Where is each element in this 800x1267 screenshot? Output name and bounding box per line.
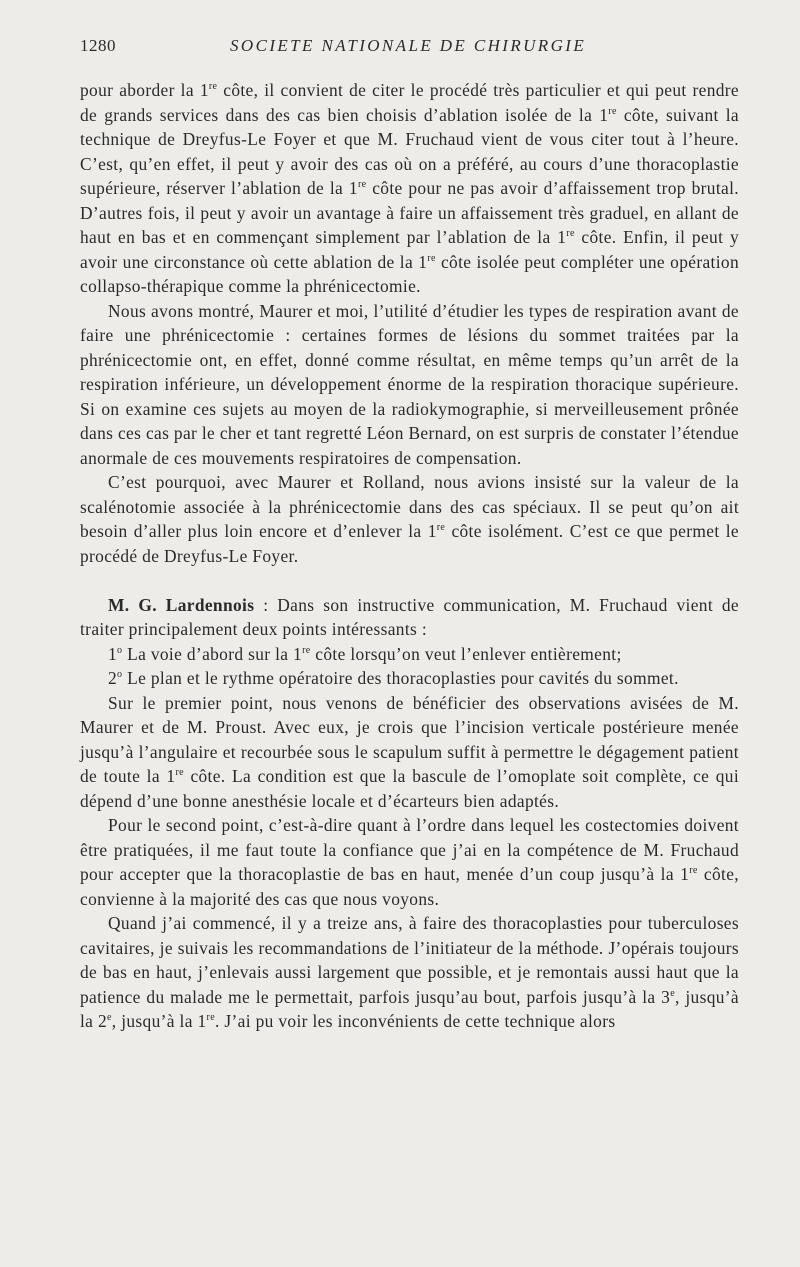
text-run: côte isolément. C’est ce que permet le procédé de Dreyfus-Le Foyer. (80, 521, 739, 566)
page-number: 1280 (80, 36, 116, 55)
paragraph-7 (80, 691, 739, 814)
paragraph-1 (80, 78, 739, 299)
paragraph-6 (80, 666, 739, 691)
article-body (80, 78, 739, 1034)
superscript: re (566, 228, 575, 239)
paragraph-8 (80, 813, 739, 911)
page-header (80, 36, 740, 60)
text-run: , jusqu’à la 1 (111, 1011, 207, 1031)
superscript: re (608, 105, 617, 117)
section-spacer (80, 568, 739, 593)
text-run: Quand j’ai commencé, il y a treize ans, à faire des thoracoplasties pour tuberculoses cavitaires, je suivais les recommandations de l’initiateur de la méthode. J’opérais toujours de bas en haut, j’enlevais aussi largement que possible, et je remontais aussi haut que la patience du malade me le permettait, parfois jusqu’au bout, parfois jusqu’à la 3 (80, 913, 739, 1007)
text-run: : Dans son instructive communication, M. Fruchaud vient de traiter principalement deux points intéressants : (80, 594, 739, 639)
text-run: Pour le second point, c’est-à-dire quant à l’ordre dans lequel les costectomies doivent être pratiquées, il me faut toute la confiance que j’ai en la compétence de M. Fruchaud pour accepter que la thoracoplastie de bas en haut, menée d’un coup jusqu’à la 1 (80, 815, 739, 884)
text-run: côte, convienne à la majorité des cas que nous voyons. (80, 864, 739, 909)
superscript: re (689, 865, 698, 876)
text-run: Sur le premier point, nous venons de bénéficier des observations avisées de M. Maurer et de M. Proust. Avec eux, je crois que l’incision verticale postérieure menée jusqu’à l’angulaire et recourbée sous le scapulum suffit à permettre le dégagement patient de toute la 1 (80, 692, 739, 786)
superscript: o (117, 644, 123, 656)
text-run: , jusqu’à la 2 (80, 986, 739, 1031)
superscript: re (175, 767, 184, 778)
superscript: o (117, 669, 123, 680)
text-run: C’est pourquoi, avec Maurer et Rolland, nous avions insisté sur la valeur de la scalénotomie associée à la phrénicectomie dans des cas spéciaux. Il se peut qu’on ait besoin d’aller plus loin encore et d’enlever la 1 (80, 472, 739, 541)
superscript: re (208, 81, 218, 92)
superscript: e (670, 987, 675, 999)
paragraph-4 (80, 593, 739, 642)
text-run: La voie d’abord sur la 1 (122, 643, 303, 664)
speaker-name: M. G. Lardennois (108, 594, 255, 615)
text-run: côte pour ne pas avoir d’affaissement trop brutal. D’autres fois, il peut y avoir un avantage à faire un affaissement très graduel, en allant de haut en bas et en commençant simplement par l’ablation de la 1 (80, 178, 739, 247)
paragraph-2: Nous avons montré, Maurer et moi, l’utilité d’étudier les types de respiration avant de faire une phrénicectomie : certaines formes de lésions du sommet traitées par la phrénicectomie ont, en effet, donné comme résultat, en même temps qu’un arrêt de la respiration inférieure, un développement énorme de la respiration thoracique supérieure. Si on examine ces sujets au moyen de la radiokymographie, si merveilleusement prônée dans ces cas par le cher et tant regretté Léon Bernard, on est surpris de constater l’étendue anormale de ces mouvements respiratoires de compensation. (80, 300, 739, 468)
paragraph-3 (80, 470, 739, 568)
superscript: re (206, 1012, 215, 1023)
superscript: re (427, 252, 436, 264)
text-run: pour aborder la 1 (80, 80, 209, 100)
text-run: côte, suivant la technique de Dreyfus-Le Foyer et que M. Fruchaud vient de vous citer tout à l’heure. C’est, qu’en effet, il peut y avoir des cas où on a préféré, au cours d’une thoracoplastie supérieure, réserver l’ablation de la 1 (80, 104, 740, 198)
paragraph-5 (80, 642, 739, 667)
superscript: e (107, 1012, 112, 1023)
text-run: côte lorsqu’on veut l’enlever entièrement; (310, 643, 622, 664)
superscript: re (436, 522, 446, 533)
superscript: re (357, 179, 367, 190)
text-run: côte isolée peut compléter une opération collapso-thérapique comme la phrénicectomie. (80, 251, 740, 296)
text-run: . J’ai pu voir les inconvénients de cette technique alors (215, 1011, 616, 1031)
text-run: Le plan et le rythme opératoire des thoracoplasties pour cavités du sommet. (122, 668, 679, 688)
running-title: SOCIETE NATIONALE DE CHIRURGIE (230, 36, 587, 55)
superscript: re (302, 644, 311, 656)
list-number: 1 (108, 643, 118, 664)
list-number: 2 (108, 668, 118, 688)
paragraph-9 (80, 911, 739, 1034)
text-run: côte. Enfin, il peut y avoir une circonstance où cette ablation de la 1 (80, 227, 739, 272)
text-run: côte. La condition est que la bascule de l’omoplate soit complète, ce qui dépend d’une bonne anesthésie locale et d’écarteurs bien adaptés. (80, 766, 739, 811)
text-run: côte, il convient de citer le procédé très particulier et qui peut rendre de grands services dans des cas bien choisis d’ablation isolée de la 1 (80, 80, 739, 125)
